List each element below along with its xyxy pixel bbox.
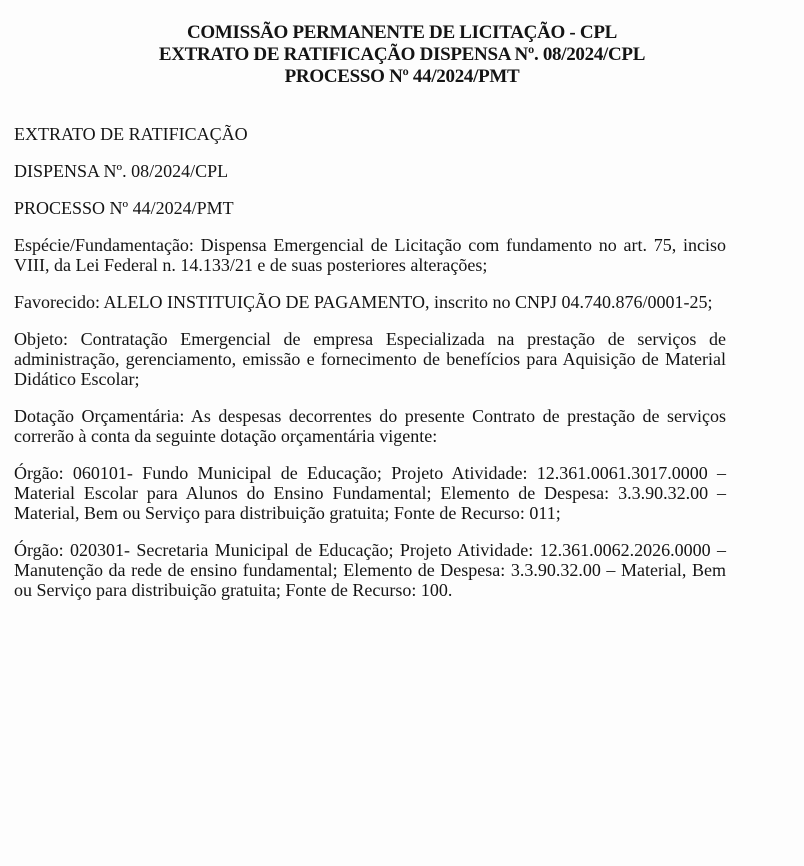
- orgao-1-paragraph: Órgão: 060101- Fundo Municipal de Educação; Projeto Atividade: 12.361.0061.3017.0000 – Material Escolar para Alunos do Ensino Fundamental; Elemento de Despesa: 3.3.90.32.00 – Material, Bem ou Serviço para distribuição gratuita; Fonte de Recurso: 011;: [14, 463, 726, 523]
- document-body: [14, 124, 726, 617]
- especie-paragraph: Espécie/Fundamentação: Dispensa Emergencial de Licitação com fundamento no art. 75, inciso VIII, da Lei Federal n. 14.133/21 e de suas posteriores alterações;: [14, 235, 726, 275]
- commission-title: COMISSÃO PERMANENTE DE LICITAÇÃO - CPL: [186, 22, 618, 43]
- favorecido-paragraph: Favorecido: ALELO INSTITUIÇÃO DE PAGAMENTO, inscrito no CNPJ 04.740.876/0001-25;: [14, 292, 713, 312]
- document-header: [0, 22, 804, 88]
- extract-title: EXTRATO DE RATIFICAÇÃO DISPENSA Nº. 08/2024/CPL: [158, 44, 646, 65]
- orgao-2-paragraph: Órgão: 020301- Secretaria Municipal de Educação; Projeto Atividade: 12.361.0062.2026.0000 – Manutenção da rede de ensino fundamental; Elemento de Despesa: 3.3.90.32.00 – Material, Bem ou Serviço para distribuição gratuita; Fonte de Recurso: 100.: [14, 540, 726, 600]
- extract-heading: EXTRATO DE RATIFICAÇÃO: [14, 124, 248, 144]
- dispensa-number: DISPENSA Nº. 08/2024/CPL: [14, 161, 229, 181]
- objeto-paragraph: Objeto: Contratação Emergencial de empresa Especializada na prestação de serviços de administração, gerenciamento, emissão e fornecimento de benefícios para Aquisição de Material Didático Escolar;: [14, 329, 726, 389]
- processo-number: PROCESSO Nº 44/2024/PMT: [14, 198, 234, 218]
- process-title: PROCESSO Nº 44/2024/PMT: [284, 66, 520, 87]
- dotacao-paragraph: Dotação Orçamentária: As despesas decorrentes do presente Contrato de prestação de serviços correrão à conta da seguinte dotação orçamentária vigente:: [14, 406, 726, 446]
